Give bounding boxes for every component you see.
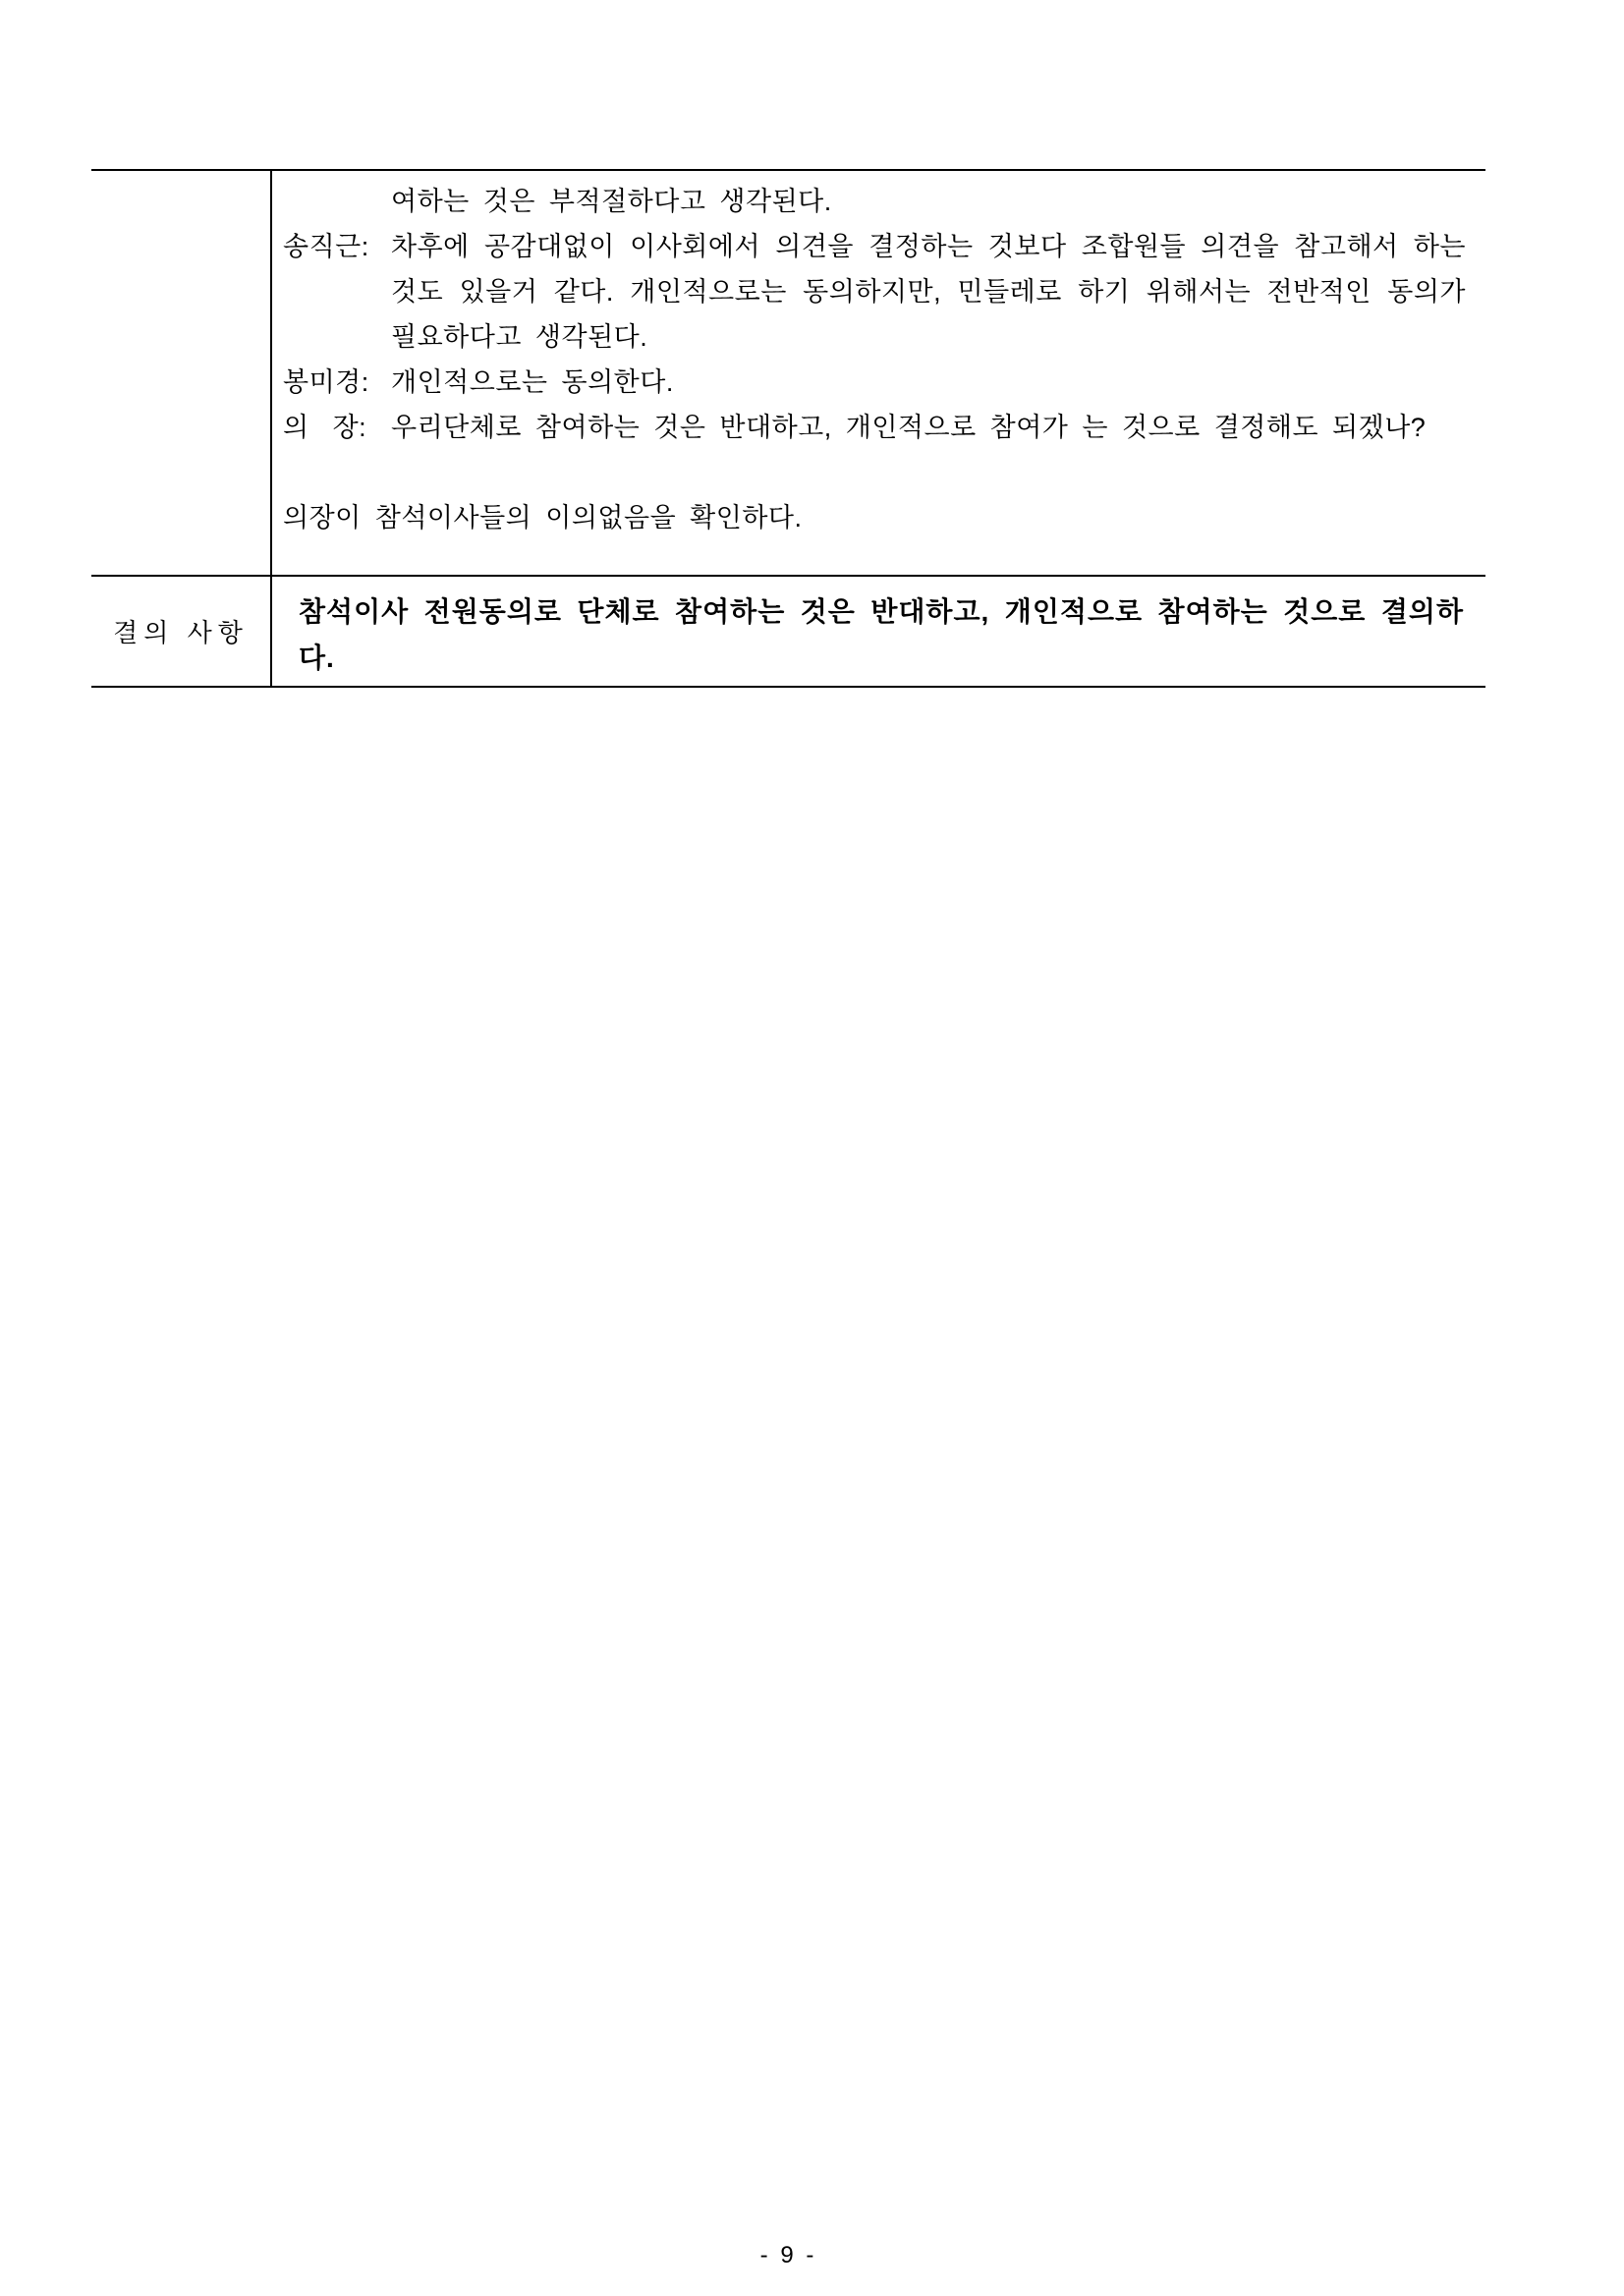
- minutes-table: [91, 169, 1485, 688]
- discussion-content-cell: [272, 171, 1485, 575]
- utterance-text: 여하는 것은 부적절하다고 생각된다.: [391, 187, 832, 216]
- discussion-row: [91, 171, 1485, 577]
- resolution-text: 참석이사 전원동의로 단체로 참여하는 것은 반대하고, 개인적으로 참여하는 것으로 결의하다.: [299, 596, 1464, 673]
- utterance-row: [283, 179, 1466, 224]
- resolution-label-cell: [91, 577, 272, 686]
- utterance-row: [283, 224, 1466, 360]
- speaker-label: 송직근:: [283, 232, 377, 261]
- resolution-content-cell: [272, 577, 1485, 686]
- resolution-row: [91, 577, 1485, 686]
- utterance-row: [283, 360, 1466, 405]
- speaker-label: [283, 179, 391, 224]
- speaker-label: 봉미경:: [283, 367, 377, 397]
- utterance-text: 우리단체로 참여하는 것은 반대하고, 개인적으로 참여가 는 것으로 결정해도 되겠나?: [391, 413, 1427, 442]
- resolution-label: 결의 사항: [113, 618, 249, 647]
- utterance-text: 차후에 공감대없이 이사회에서 의견을 결정하는 것보다 조합원들 의견을 참고해서 하는 것도 있을거 같다. 개인적으로는 동의하지만, 민들레로 하기 위해서는 전반적인 동의가 필요하다고 생각된다.: [391, 232, 1466, 352]
- utterance-row: [283, 405, 1466, 450]
- utterance-text: 개인적으로는 동의한다.: [391, 367, 674, 397]
- page-number: - 9 -: [759, 2242, 817, 2268]
- chair-confirmation-note: 의장이 참석이사들의 이의없음을 확인하다.: [283, 503, 803, 532]
- speaker-label: 의 장:: [283, 413, 375, 442]
- discussion-label-cell: [91, 171, 272, 575]
